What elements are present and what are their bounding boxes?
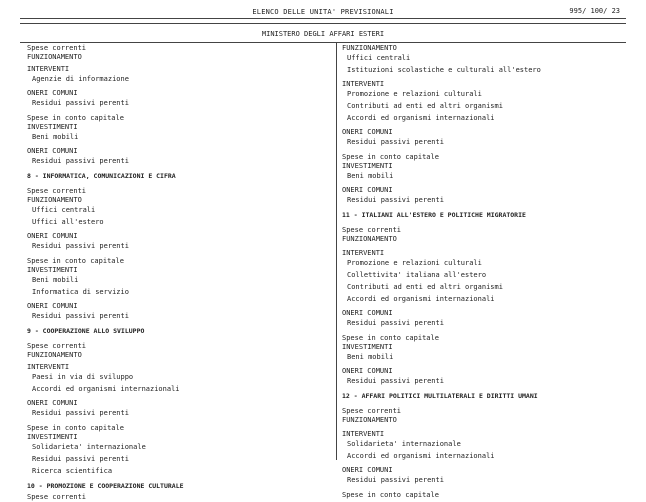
budget-line: Spese correnti bbox=[27, 342, 87, 350]
budget-line: ONERI COMUNI bbox=[342, 466, 393, 474]
budget-line: Residui passivi perenti bbox=[347, 377, 444, 385]
budget-line: Accordi ed organismi internazionali bbox=[347, 114, 495, 122]
budget-line: ONERI COMUNI bbox=[342, 186, 393, 194]
budget-line: Spese correnti bbox=[27, 44, 87, 52]
budget-line: INVESTIMENTI bbox=[342, 162, 393, 170]
budget-line: Residui passivi perenti bbox=[32, 312, 129, 320]
budget-line: Residui passivi perenti bbox=[32, 455, 129, 463]
budget-line: Residui passivi perenti bbox=[32, 99, 129, 107]
document-title: ELENCO DELLE UNITA' PREVISIONALI bbox=[252, 8, 394, 16]
budget-line: FUNZIONAMENTO bbox=[27, 53, 82, 61]
budget-line: ONERI COMUNI bbox=[27, 232, 78, 240]
budget-line: INTERVENTI bbox=[342, 430, 385, 438]
section-heading: 9 - COOPERAZIONE ALLO SVILUPPO bbox=[27, 327, 145, 335]
budget-line: FUNZIONAMENTO bbox=[27, 351, 82, 359]
budget-line: Residui passivi perenti bbox=[347, 319, 444, 327]
budget-line: Uffici all'estero bbox=[32, 218, 104, 226]
budget-line: INTERVENTI bbox=[27, 363, 70, 371]
budget-line: Beni mobili bbox=[347, 353, 394, 361]
budget-line: ONERI COMUNI bbox=[27, 302, 78, 310]
budget-line: ONERI COMUNI bbox=[27, 399, 78, 407]
section-heading: 11 - ITALIANI ALL'ESTERO E POLITICHE MIGRATORIE bbox=[342, 211, 526, 219]
budget-line: Accordi ed organismi internazionali bbox=[32, 385, 180, 393]
budget-line: Beni mobili bbox=[32, 133, 79, 141]
budget-line: Contributi ad enti ed altri organismi bbox=[347, 283, 503, 291]
budget-line: Promozione e relazioni culturali bbox=[347, 90, 482, 98]
budget-line: Solidarieta' internazionale bbox=[32, 443, 146, 451]
budget-line: Accordi ed organismi internazionali bbox=[347, 295, 495, 303]
section-rule bbox=[20, 42, 626, 43]
budget-line: Beni mobili bbox=[32, 276, 79, 284]
budget-line: ONERI COMUNI bbox=[342, 367, 393, 375]
section-heading: 10 - PROMOZIONE E COOPERAZIONE CULTURALE bbox=[27, 482, 184, 490]
column-divider bbox=[336, 42, 337, 460]
budget-line: INTERVENTI bbox=[342, 80, 385, 88]
budget-line: Informatica di servizio bbox=[32, 288, 129, 296]
budget-line: Spese in conto capitale bbox=[27, 257, 124, 265]
budget-line: ONERI COMUNI bbox=[342, 128, 393, 136]
budget-line: Spese in conto capitale bbox=[342, 491, 439, 499]
right-column bbox=[342, 44, 632, 500]
left-column bbox=[27, 44, 327, 502]
budget-line: Residui passivi perenti bbox=[347, 476, 444, 484]
budget-line: Spese in conto capitale bbox=[27, 424, 124, 432]
budget-line: INTERVENTI bbox=[342, 249, 385, 257]
budget-line: Residui passivi perenti bbox=[32, 409, 129, 417]
ministry-title: MINISTERO DEGLI AFFARI ESTERI bbox=[261, 30, 385, 38]
budget-line: INVESTIMENTI bbox=[27, 123, 78, 131]
page-number: 995/ 100/ 23 bbox=[569, 7, 620, 15]
budget-line: INVESTIMENTI bbox=[27, 433, 78, 441]
budget-line: ONERI COMUNI bbox=[27, 147, 78, 155]
budget-line: Residui passivi perenti bbox=[32, 242, 129, 250]
budget-line: Paesi in via di sviluppo bbox=[32, 373, 134, 381]
budget-line: ONERI COMUNI bbox=[342, 309, 393, 317]
budget-line: Beni mobili bbox=[347, 172, 394, 180]
budget-line: Spese correnti bbox=[27, 187, 87, 195]
budget-line: Spese in conto capitale bbox=[27, 114, 124, 122]
budget-line: Accordi ed organismi internazionali bbox=[347, 452, 495, 460]
budget-line: Residui passivi perenti bbox=[347, 138, 444, 146]
budget-line: FUNZIONAMENTO bbox=[342, 44, 397, 52]
header-rule-top bbox=[20, 18, 626, 19]
budget-line: Promozione e relazioni culturali bbox=[347, 259, 482, 267]
budget-line: Uffici centrali bbox=[32, 206, 96, 214]
budget-line: Collettivita' italiana all'estero bbox=[347, 271, 487, 279]
header-rule-second bbox=[20, 23, 626, 24]
budget-line: Agenzie di informazione bbox=[32, 75, 129, 83]
budget-line: FUNZIONAMENTO bbox=[342, 235, 397, 243]
budget-line: Uffici centrali bbox=[347, 54, 411, 62]
budget-line: ONERI COMUNI bbox=[27, 89, 78, 97]
budget-line: Spese in conto capitale bbox=[342, 334, 439, 342]
budget-line: FUNZIONAMENTO bbox=[27, 196, 82, 204]
budget-line: Istituzioni scolastiche e culturali all'estero bbox=[347, 66, 541, 74]
budget-line: Spese correnti bbox=[342, 226, 402, 234]
budget-line: INTERVENTI bbox=[27, 65, 70, 73]
budget-line: Spese in conto capitale bbox=[342, 153, 439, 161]
section-heading: 12 - AFFARI POLITICI MULTILATERALI E DIRITTI UMANI bbox=[342, 392, 538, 400]
budget-line: Contributi ad enti ed altri organismi bbox=[347, 102, 503, 110]
budget-line: FUNZIONAMENTO bbox=[342, 416, 397, 424]
section-heading: 8 - INFORMATICA, COMUNICAZIONI E CIFRA bbox=[27, 172, 176, 180]
budget-line: Residui passivi perenti bbox=[32, 157, 129, 165]
budget-line: Residui passivi perenti bbox=[347, 196, 444, 204]
budget-line: Spese correnti bbox=[342, 407, 402, 415]
budget-line: Ricerca scientifica bbox=[32, 467, 113, 475]
budget-line: INVESTIMENTI bbox=[342, 343, 393, 351]
budget-line: Solidarieta' internazionale bbox=[347, 440, 461, 448]
budget-line: INVESTIMENTI bbox=[27, 266, 78, 274]
budget-line: Spese correnti bbox=[27, 493, 87, 501]
